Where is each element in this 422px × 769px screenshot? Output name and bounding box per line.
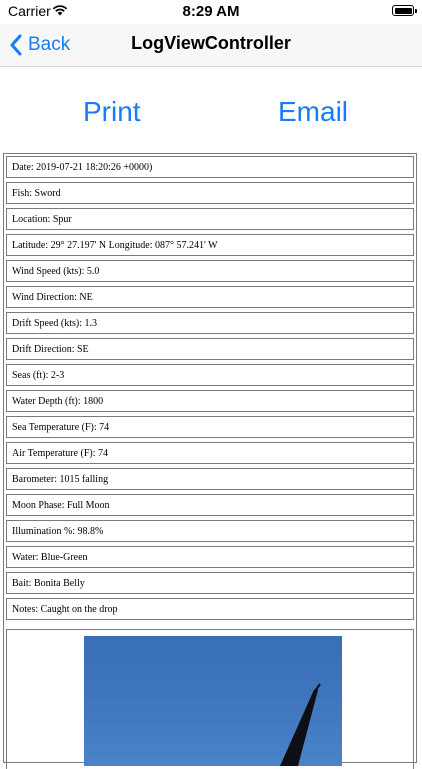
log-row-date: Date: 2019-07-21 18:20:26 +0000) [6, 156, 414, 178]
photo-cell [6, 629, 414, 769]
carrier-label: Carrier [8, 3, 51, 19]
log-row-fish: Fish: Sword [6, 182, 414, 204]
print-button[interactable]: Print [83, 96, 141, 127]
log-row-barometer: Barometer: 1015 falling [6, 468, 414, 490]
log-row-drift-speed: Drift Speed (kts): 1.3 [6, 312, 414, 334]
log-row-moon-phase: Moon Phase: Full Moon [6, 494, 414, 516]
log-table [3, 153, 417, 763]
email-button[interactable]: Email [278, 96, 349, 127]
catch-photo [84, 636, 342, 766]
fishing-rod-graphic [84, 636, 342, 766]
status-bar [0, 0, 422, 24]
log-row-sea-temperature: Sea Temperature (F): 74 [6, 416, 414, 438]
log-row-coordinates: Latitude: 29° 27.197' N Longitude: 087° 57.241' W [6, 234, 414, 256]
log-row-notes: Notes: Caught on the drop [6, 598, 414, 620]
log-row-seas: Seas (ft): 2-3 [6, 364, 414, 386]
navigation-bar [0, 24, 422, 67]
log-row-wind-direction: Wind Direction: NE [6, 286, 414, 308]
log-row-drift-direction: Drift Direction: SE [6, 338, 414, 360]
back-label: Back [28, 34, 71, 55]
log-row-bait: Bait: Bonita Belly [6, 572, 414, 594]
battery-icon [392, 5, 414, 16]
status-time: 8:29 AM [182, 3, 240, 20]
log-row-location: Location: Spur [6, 208, 414, 230]
log-row-water: Water: Blue-Green [6, 546, 414, 568]
log-row-wind-speed: Wind Speed (kts): 5.0 [6, 260, 414, 282]
log-row-illumination: Illumination %: 98.8% [6, 520, 414, 542]
log-row-air-temperature: Air Temperature (F): 74 [6, 442, 414, 464]
log-row-water-depth: Water Depth (ft): 1800 [6, 390, 414, 412]
page-title: LogViewController [131, 33, 291, 53]
